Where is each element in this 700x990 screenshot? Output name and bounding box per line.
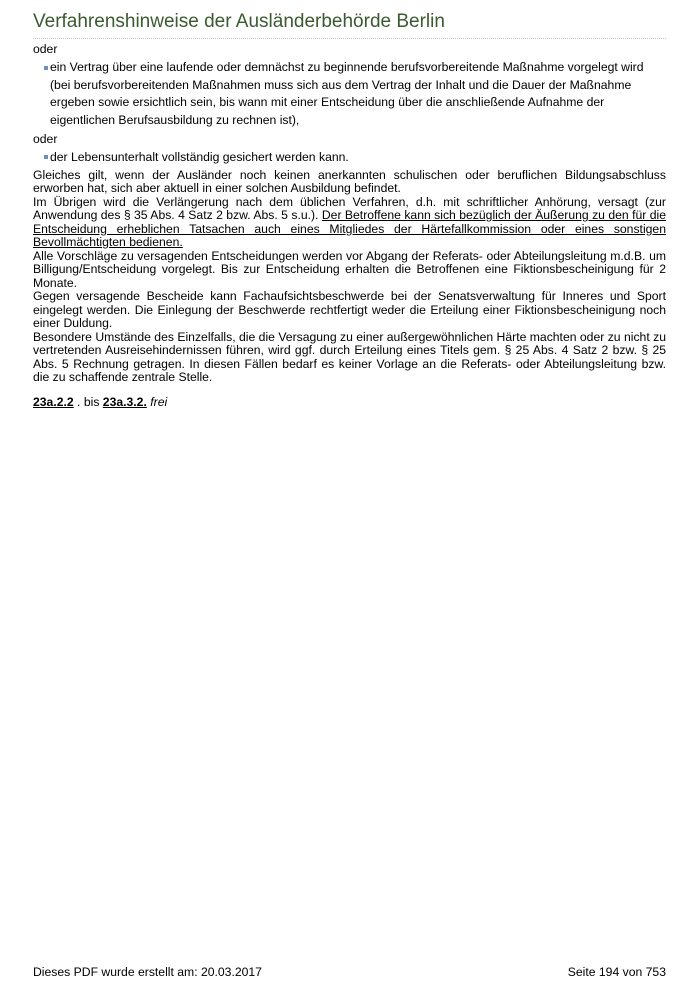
list-item-text: der Lebensunterhalt vollständig gesichert werden kann.: [50, 149, 349, 164]
paragraph-uebrigen: [33, 196, 666, 250]
paragraph-gleiches: Gleiches gilt, wenn der Ausländer noch keinen anerkannten schulischen oder beruflichen Bildungsabschluss erworben hat, sich aber aktuell in einer solchen Ausbildung befindet.: [33, 167, 666, 196]
footer-page-number: Seite 194 von 753: [567, 965, 666, 979]
connector-text: oder: [33, 42, 58, 56]
paragraph-vorschlaege: Alle Vorschläge zu versagenden Entscheidungen werden vor Abgang der Referats- oder Abteilungsleitung m.d.B. um Billigung/Entscheidung vorgelegt. Bis zur Entscheidung erhalten die Betroffenen eine Fiktionsbescheinigung für 2 Monate.: [33, 248, 666, 290]
page-header: [33, 10, 666, 39]
list-item-text: ein Vertrag über eine laufende oder demnächst zu beginnende berufsvorbereitende Maßnahme vorgelegt wird (bei berufsvorbereitenden Maßnahmen muss sich aus dem Vertrag der Inhalt und die Dauer der Maßnahme ergeben sowie ersichtlich sein, bis wann mit einer Entscheidung über die anschließende Aufnahme der eigentlichen Berufsausbildung zu rechnen ist),: [50, 60, 644, 128]
section-link-23a-3-2[interactable]: 23a.3.2.: [102, 394, 147, 409]
paragraph-gegen: Gegen versagende Bescheide kann Fachaufsichtsbeschwerde bei der Senatsverwaltung für Inneres und Sport eingelegt werden. Die Einlegung der Beschwerde rechtfertigt weder die Erteilung einer Fiktionsbescheinigung noch einer Duldung.: [33, 289, 666, 331]
document-body: [33, 42, 666, 409]
paragraph-text: Im Übrigen wird die Verlängerung nach dem üblichen Verfahren, d.h. mit schriftlicher Anhörung, versagt (zur Anwendung des § 35 Abs. 4 Satz 2 bzw. Abs. 5 s.u.).: [33, 194, 666, 223]
section-reference-line: [33, 396, 666, 410]
square-bullet-icon: [44, 155, 48, 159]
reference-status: frei: [150, 394, 168, 409]
square-bullet-icon: [44, 66, 48, 70]
document-title: Verfahrenshinweise der Ausländerbehörde Berlin: [33, 11, 445, 32]
footer-created-date: Dieses PDF wurde erstellt am: 20.03.2017: [33, 965, 262, 979]
condition-list: [33, 149, 666, 167]
reference-separator: . bis: [73, 394, 103, 409]
connector-text: oder: [33, 131, 58, 146]
paragraph-besondere: Besondere Umstände des Einzelfalls, die die Versagung zu einer außergewöhnlichen Härte machten oder zu nicht zu vertretenden Ausreisehindernissen führen, wird ggf. durch Erteilung eines Titels gem. § 25 Abs. 4 Satz 2 bzw. § 25 Abs. 5 Rechnung getragen. In diesen Fällen bedarf es keiner Vorlage an die Referats- oder Abteilungsleitung bzw. die zu schaffende zentrale Stelle.: [33, 329, 666, 385]
underlined-text: Der Betroffene kann sich bezüglich der Äußerung zu den für die Entscheidung erheblichen Tatsachen auch eines Mitgliedes der Härtefallkommission oder eines sonstigen Bevollmächtigten bedienen.: [33, 208, 666, 250]
section-link-23a-2-2[interactable]: 23a.2.2: [33, 394, 74, 409]
list-item: [33, 59, 666, 130]
condition-list: [33, 59, 666, 130]
list-item: [33, 149, 666, 167]
